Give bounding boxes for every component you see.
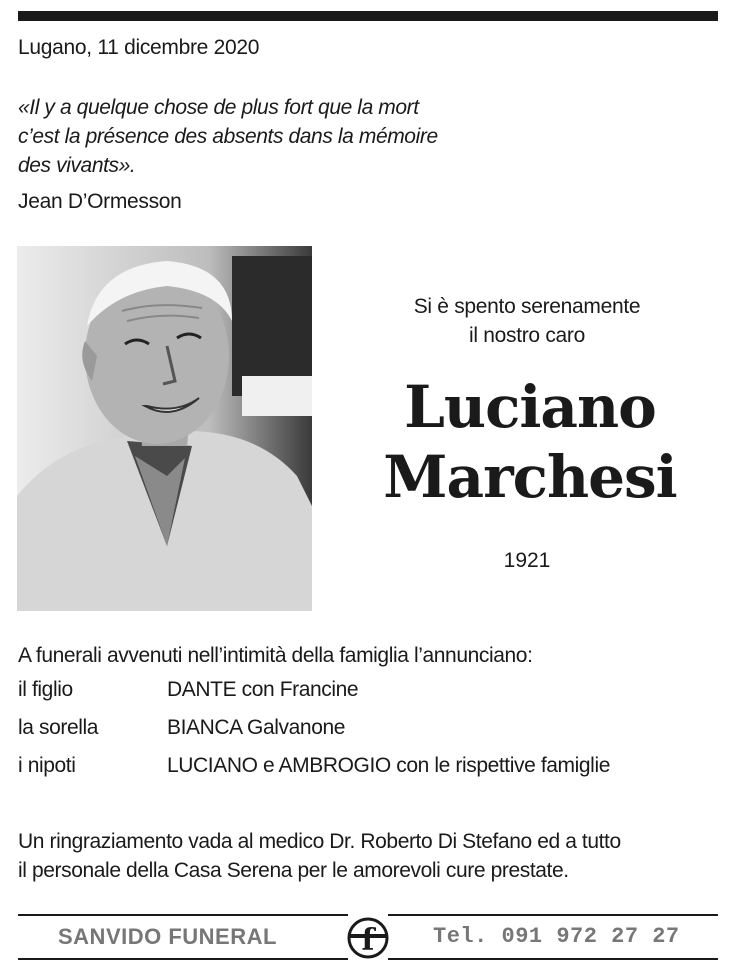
family-names: LUCIANO e AMBROGIO con le rispettive famiglie <box>167 754 610 777</box>
family-row <box>18 752 718 790</box>
quote-author: Jean D’Ormesson <box>18 190 182 213</box>
logo-letter: f <box>361 923 375 958</box>
announcement-line: il nostro caro <box>468 324 586 347</box>
footer-rule <box>388 958 718 960</box>
footer-rule <box>18 958 348 960</box>
phone-number: Tel. 091 972 27 27 <box>433 924 680 949</box>
footer-rule <box>18 914 348 916</box>
quote-line: «Il y a quelque chose de plus fort que la mort <box>18 96 419 119</box>
portrait-photo <box>17 246 312 611</box>
family-relation: i nipoti <box>18 754 76 777</box>
thanks-text <box>18 827 718 885</box>
family-row <box>18 676 718 714</box>
funeral-note: A funerali avvenuti nell’intimità della famiglia l’annunciano: <box>18 644 533 667</box>
thanks-line: il personale della Casa Serena per le amorevoli cure prestate. <box>18 859 569 882</box>
company-name: SANVIDO FUNERAL <box>58 924 277 949</box>
family-relation: la sorella <box>18 716 99 739</box>
family-names: DANTE con Francine <box>167 678 359 701</box>
family-row <box>18 714 718 752</box>
place-date: Lugano, 11 dicembre 2020 <box>18 36 260 59</box>
announcement-text <box>365 292 689 350</box>
family-names: BIANCA Galvanone <box>167 716 346 739</box>
top-rule <box>18 11 718 21</box>
birth-year: 1921 <box>503 549 551 572</box>
thanks-line: Un ringraziamento vada al medico Dr. Roberto Di Stefano ed a tutto <box>18 830 621 853</box>
family-list <box>18 676 718 790</box>
family-relation: il figlio <box>18 678 73 701</box>
sanvido-logo-icon <box>346 916 390 960</box>
deceased-name <box>330 372 729 512</box>
first-name: Luciano <box>404 373 656 441</box>
last-name: Marchesi <box>383 443 677 511</box>
footer-rule <box>388 914 718 916</box>
quote <box>18 93 518 180</box>
quote-line: des vivants». <box>18 154 136 177</box>
announcement-line: Si è spento serenamente <box>413 295 641 318</box>
quote-line: c’est la présence des absents dans la mémoire <box>18 125 438 148</box>
